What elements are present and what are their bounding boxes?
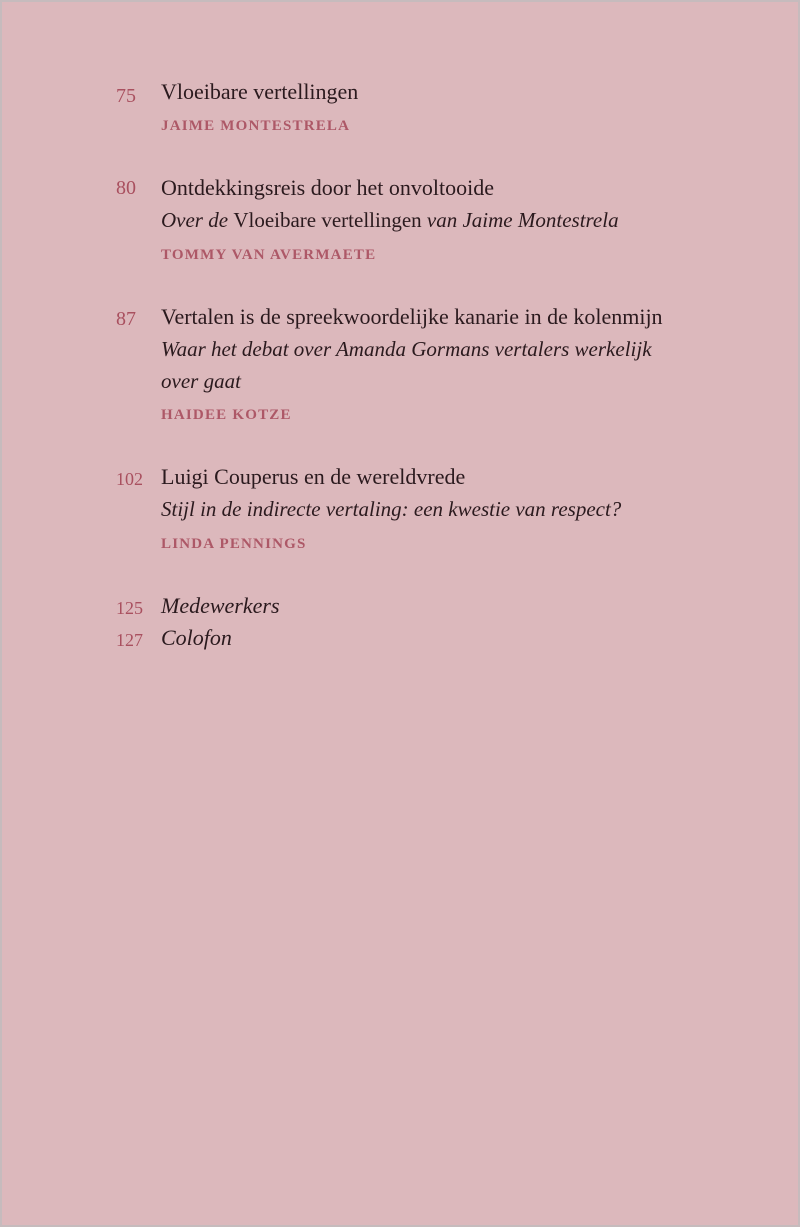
entry-author: JAIME MONTESTRELA <box>161 118 351 134</box>
entry-title: Vertalen is de spreekwoordelijke kanarie in de kolenmijn <box>161 304 663 329</box>
entry-title: Medewerkers <box>161 593 280 618</box>
subtitle-book-title: Vloeibare vertellingen <box>233 208 422 232</box>
entry-subtitle: Waar het debat over Amanda Gormans vertalers werkelijk over gaat <box>161 337 652 393</box>
subtitle-part: van Jaime Montestrela <box>426 208 619 232</box>
entry-author: TOMMY VAN AVERMAETE <box>161 247 377 263</box>
entry-subtitle: Stijl in de indirecte vertaling: een kwestie van respect? <box>161 497 622 521</box>
entry-author: HAIDEE KOTZE <box>161 407 292 423</box>
subtitle-part: Over de <box>161 208 229 232</box>
entry-title: Colofon <box>161 625 232 650</box>
page-number: 102 <box>116 469 143 489</box>
entry-author: LINDA PENNINGS <box>161 536 307 552</box>
page-number: 125 <box>116 598 143 618</box>
entry-title: Luigi Couperus en de wereldvrede <box>161 464 466 489</box>
toc-page <box>2 2 798 1225</box>
entry-title: Vloeibare vertellingen <box>161 79 359 104</box>
entry-title: Ontdekkingsreis door het onvoltooide <box>161 175 495 200</box>
entry-subtitle <box>161 204 701 236</box>
page-number: 87 <box>116 308 136 330</box>
page-number: 80 <box>116 177 136 199</box>
page-number: 127 <box>116 630 143 650</box>
page-number: 75 <box>116 85 136 107</box>
